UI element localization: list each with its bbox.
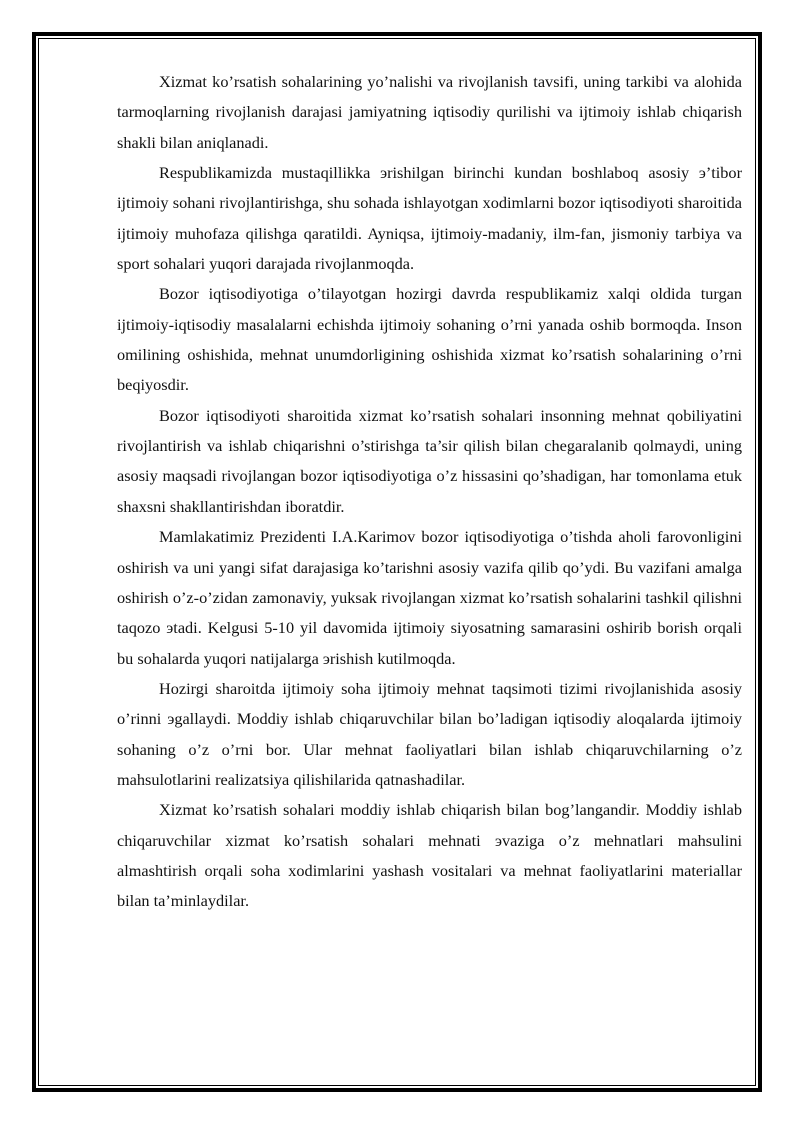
document-body — [117, 67, 742, 917]
paragraph: Bozor iqtisodiyotiga o’tilayotgan hozirgi davrda respublikamiz xalqi oldida turgan ijtimoiy-iqtisodiy masalalarni echishda ijtimoiy sohaning o’rni yanada oshib bormoqda. Inson omilining oshishida, mehnat unumdorligining oshishida xizmat ko’rsatish sohalarining o’rni beqiyosdir. — [117, 284, 742, 395]
paragraph: Xizmat ko’rsatish sohalarining yo’nalishi va rivojlanish tavsifi, uning tarkibi va alohida tarmoqlarning rivojlanish darajasi jamiyatning iqtisodiy qurilishi va ijtimoiy ishlab chiqarish shakli bilan aniqlanadi. — [117, 72, 742, 152]
paragraph: Xizmat ko’rsatish sohalari moddiy ishlab chiqarish bilan bog’langandir. Moddiy ishlab chiqaruvchilar xizmat ko’rsatish sohalari mehnati эvaziga o’z mehnatlari mahsulini almashtirish orqali soha xodimlarini yashash vositalari va mehnat faoliyatlarini materiallar bilan ta’minlaydilar. — [117, 800, 742, 911]
paragraph: Respublikamizda mustaqillikka эrishilgan birinchi kundan boshlaboq asosiy э’tibor ijtimoiy sohani rivojlantirishga, shu sohada ishlayotgan xodimlarni bozor iqtisodiyoti sharoitida ijtimoiy muhofaza qilishga qaratildi. Ayniqsa, ijtimoiy-madaniy, ilm-fan, jismoniy tarbiya va sport sohalari yuqori darajada rivojlanmoqda. — [117, 163, 742, 274]
paragraph: Mamlakatimiz Prezidenti I.A.Karimov bozor iqtisodiyotiga o’tishda aholi farovonligini oshirish va uni yangi sifat darajasiga ko’tarishni asosiy vazifa qilib qo’ydi. Bu vazifani amalga oshirish o’z-o’zidan zamonaviy, yuksak rivojlangan xizmat ko’rsatish sohalarini tashkil qilishni taqozo эtadi. Kelgusi 5-10 yil davomida ijtimoiy siyosatning samarasini oshirib borish orqali bu sohalarda yuqori natijalarga эrishish kutilmoqda. — [117, 527, 742, 668]
paragraph: Hozirgi sharoitda ijtimoiy soha ijtimoiy mehnat taqsimoti tizimi rivojlanishida asosiy o’rinni эgallaydi. Moddiy ishlab chiqaruvchilar bilan bo’ladigan iqtisodiy aloqalarda ijtimoiy sohaning o’z o’rni bor. Ular mehnat faoliyatlari bilan ishlab chiqaruvchilarning o’z mahsulotlarini realizatsiya qilishilarida qatnashadilar. — [117, 678, 742, 789]
paragraph: Bozor iqtisodiyoti sharoitida xizmat ko’rsatish sohalari insonning mehnat qobiliyatini rivojlantirish va ishlab chiqarishni o’stirishga ta’sir qilish bilan chegaralanib qolmaydi, uning asosiy maqsadi rivojlangan bozor iqtisodiyotiga o’z hissasini qo’shadigan, har tomonlama etuk shaxsni shakllantirishdan iboratdir. — [117, 405, 742, 516]
